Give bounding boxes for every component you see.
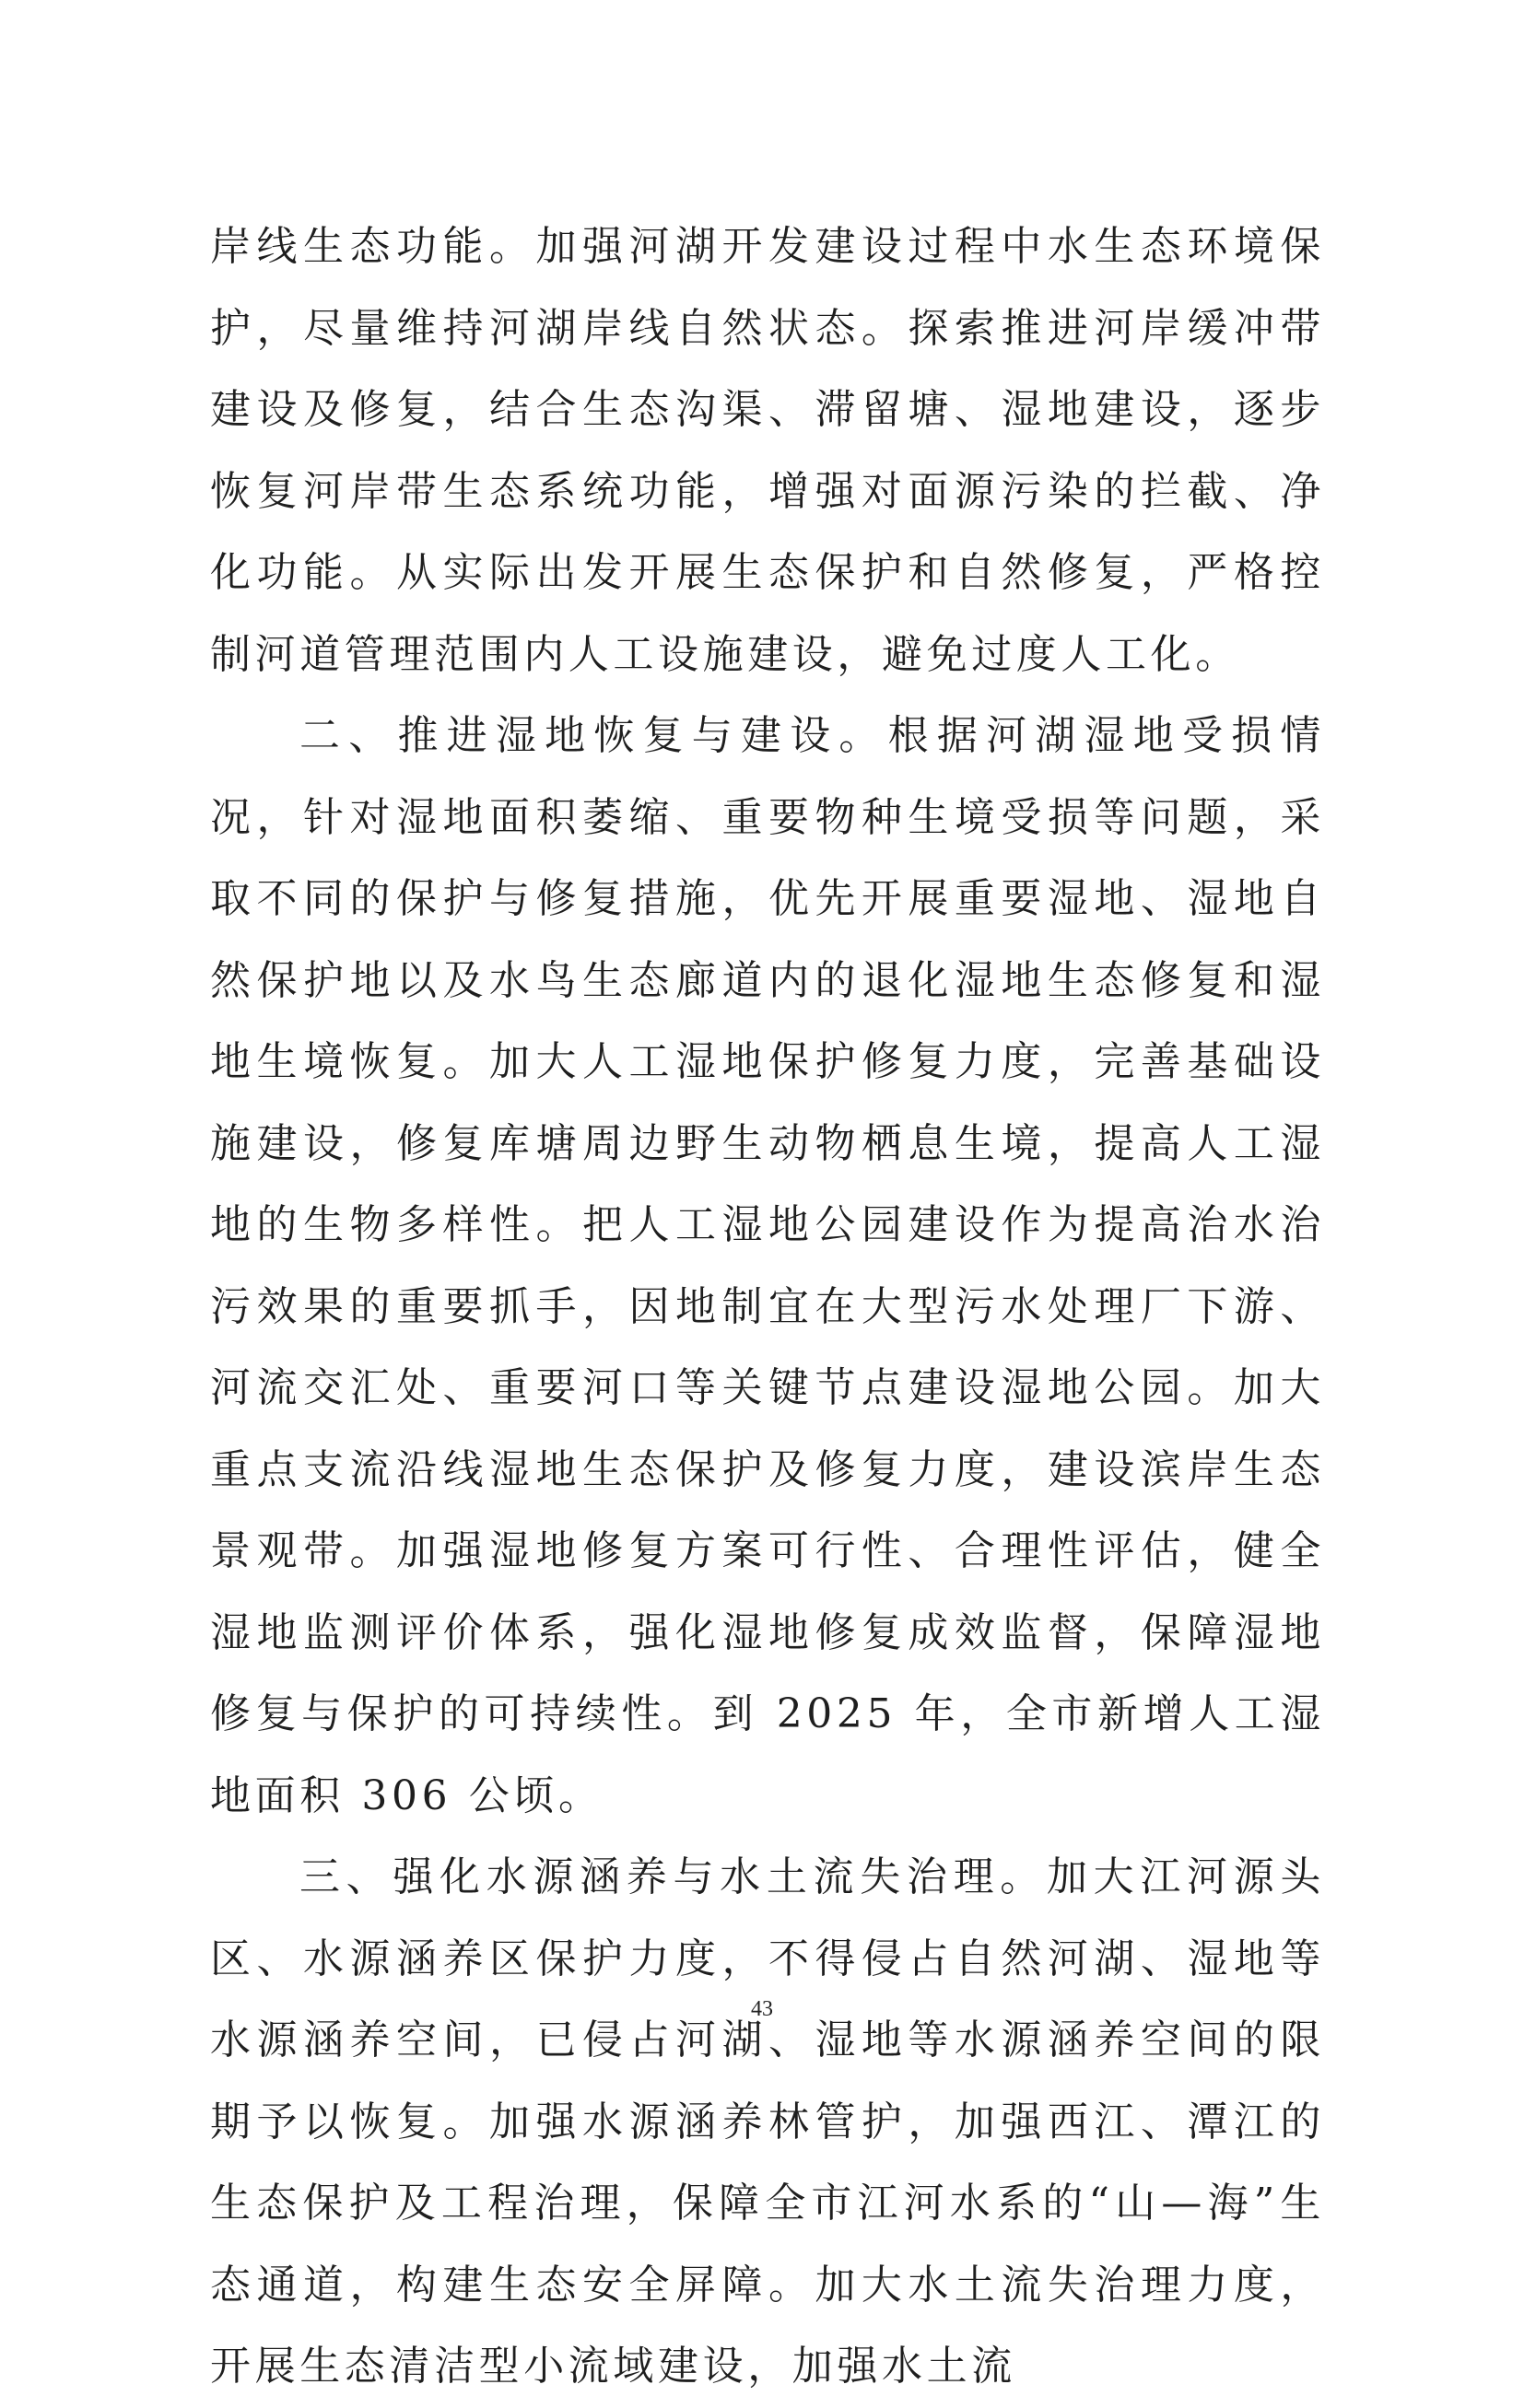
paragraph-wetland-restoration: 二、推进湿地恢复与建设。根据河湖湿地受损情况，针对湿地面积萎缩、重要物种生境受损等问题，采取不同的保护与修复措施，优先开展重要湿地、湿地自然保护地以及水鸟生态廊道内的退化湿地生态修复和湿地生境恢复。加大人工湿地保护修复力度，完善基础设施建设，修复库塘周边野生动物栖息生境，提高人工湿地的生物多样性。把人工湿地公园建设作为提高治水治污效果的重要抓手，因地制宜在大型污水处理厂下游、河流交汇处、重要河口等关键节点建设湿地公园。加大重点支流沿线湿地生态保护及修复力度，建设滨岸生态景观带。加强湿地修复方案可行性、合理性评估，健全湿地监测评价体系，强化湿地修复成效监督，保障湿地修复与保护的可持续性。到 2025 年，全市新增人工湿地面积 306 公顷。	[210, 712, 1325, 1819]
paragraph-water-conservation: 三、强化水源涵养与水土流失治理。加大江河源头区、水源涵养区保护力度，不得侵占自然河湖、湿地等水源涵养空间，已侵占河湖、湿地等水源涵养空间的限期予以恢复。加强水源涵养林管护，加强西江、潭江的生态保护及工程治理，保障全市江河水系的“山—海”生态通道，构建生态安全屏障。加大水土流失治理力度，开展生态清洁型小流域建设，加强水土流	[210, 1853, 1325, 2390]
paragraph-continued: 岸线生态功能。加强河湖开发建设过程中水生态环境保护，尽量维持河湖岸线自然状态。探索推进河岸缓冲带建设及修复，结合生态沟渠、滞留塘、湿地建设，逐步恢复河岸带生态系统功能，增强对面源污染的拦截、净化功能。从实际出发开展生态保护和自然修复，严格控制河道管理范围内人工设施建设，避免过度人工化。	[210, 223, 1325, 678]
document-body	[210, 206, 1325, 2408]
page-number: 43	[751, 1997, 773, 2021]
